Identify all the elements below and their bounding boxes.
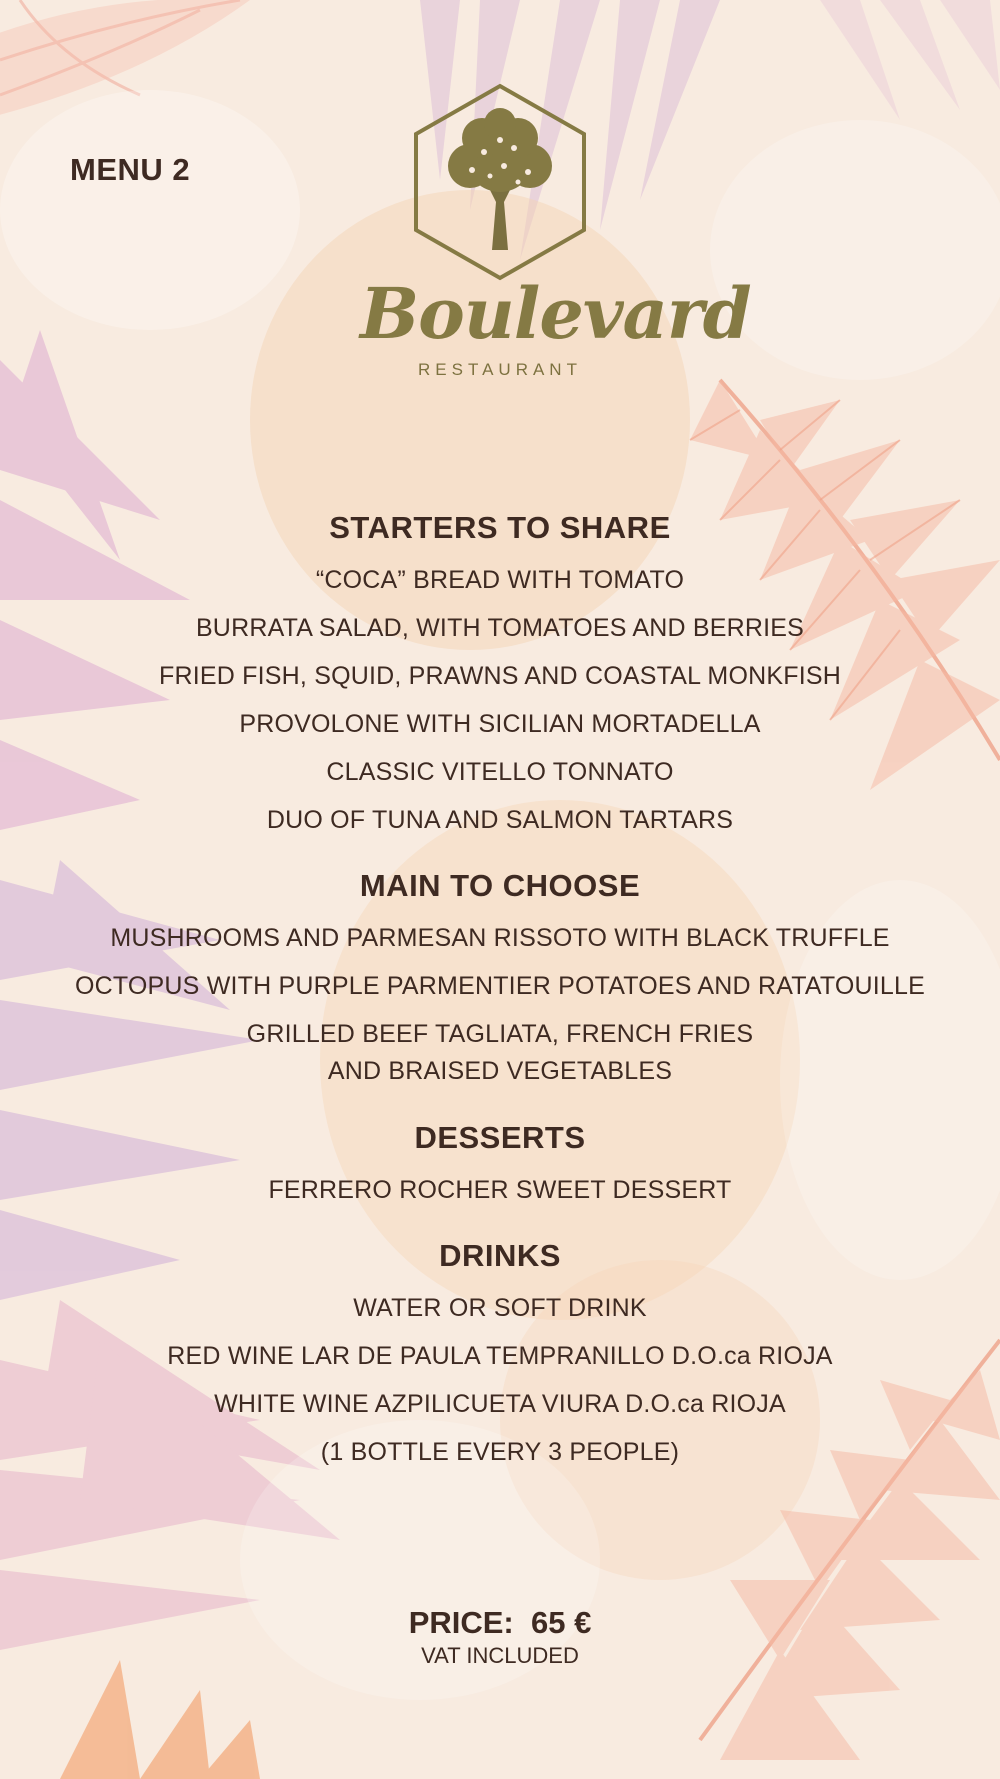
menu-item: OCTOPUS WITH PURPLE PARMENTIER POTATOES AND RATATOUILLE [74, 972, 926, 1000]
menu-item: WHITE WINE AZPILICUETA VIURA D.O.ca RIOJA [214, 1390, 786, 1418]
section-mains [0, 868, 1000, 1096]
vat-label: VAT INCLUDED [421, 1643, 579, 1668]
menu-item: FERRERO ROCHER SWEET DESSERT [268, 1176, 732, 1204]
menu-item: RED WINE LAR DE PAULA TEMPRANILLO D.O.ca RIOJA [167, 1342, 833, 1370]
menu-number-label: MENU 2 [70, 152, 191, 187]
section-title: MAIN TO CHOOSE [359, 868, 641, 903]
menu-item: “COCA” BREAD WITH TOMATO [315, 566, 685, 594]
menu-item: CLASSIC VITELLO TONNATO [326, 758, 674, 786]
menu-item: FRIED FISH, SQUID, PRAWNS AND COASTAL MONKFISH [159, 662, 841, 690]
menu-item: MUSHROOMS AND PARMESAN RISSOTO WITH BLACK TRUFFLE [110, 924, 890, 952]
section-drinks [0, 1238, 1000, 1476]
section-title: DESSERTS [414, 1120, 586, 1155]
menu-item: WATER OR SOFT DRINK [353, 1294, 647, 1322]
tree-icon [404, 82, 596, 282]
menu-item: (1 BOTTLE EVERY 3 PEOPLE) [320, 1438, 680, 1466]
price-block [0, 1605, 1000, 1669]
section-title: DRINKS [439, 1238, 561, 1273]
menu-item: PROVOLONE WITH SICILIAN MORTADELLA [239, 710, 761, 738]
price-label: PRICE: 65 € [408, 1605, 592, 1640]
brand-subtitle: RESTAURANT [418, 360, 582, 379]
brand-name: Boulevard [360, 272, 751, 355]
section-desserts [0, 1120, 1000, 1214]
menu-item: BURRATA SALAD, WITH TOMATOES AND BERRIES [195, 614, 805, 642]
section-starters [0, 510, 1000, 844]
menu-content [0, 510, 1000, 1500]
menu-item: GRILLED BEEF TAGLIATA, FRENCH FRIES AND BRAISED VEGETABLES [246, 1020, 754, 1085]
menu-item: DUO OF TUNA AND SALMON TARTARS [266, 806, 734, 834]
section-title: STARTERS TO SHARE [329, 510, 671, 545]
